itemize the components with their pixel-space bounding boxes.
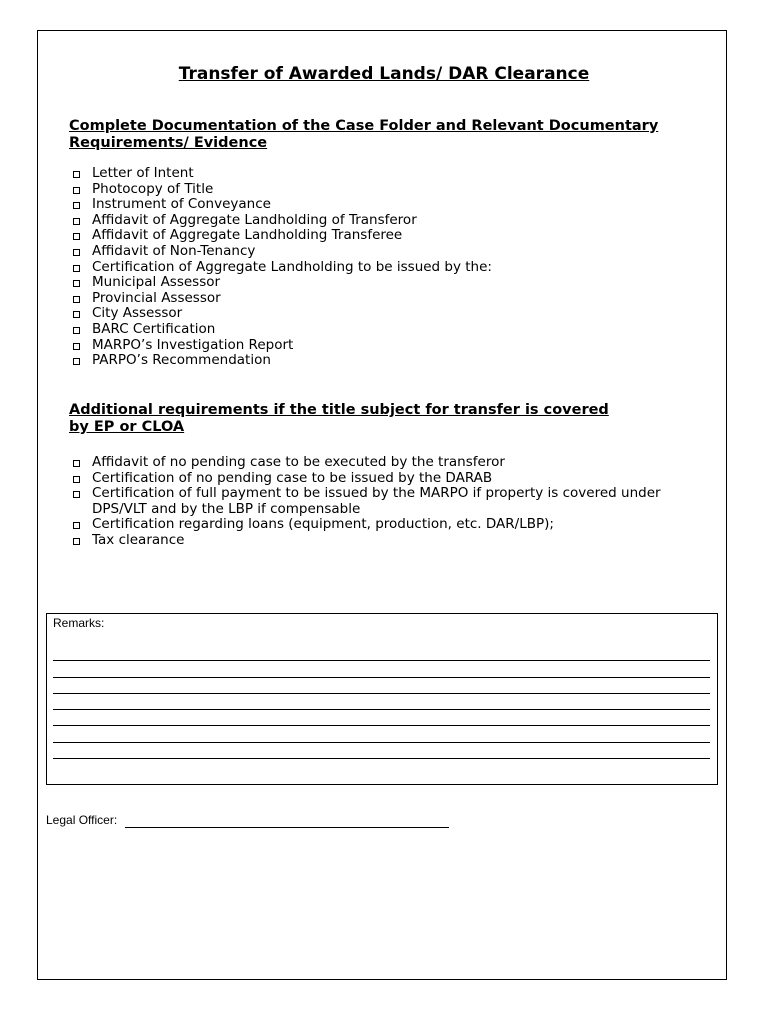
document-title	[0, 64, 768, 84]
documentation-checklist	[72, 166, 492, 369]
remarks-line[interactable]	[53, 725, 710, 726]
checklist-item: Certification of no pending case to be issued by the DARAB	[72, 471, 712, 487]
checkbox-icon[interactable]	[73, 249, 80, 256]
legal-officer-signature-line[interactable]	[125, 827, 449, 828]
checkbox-icon[interactable]	[73, 171, 80, 178]
checklist-item: Affidavit of Non-Tenancy	[72, 244, 492, 260]
checklist-item: Tax clearance	[72, 533, 712, 549]
checkbox-icon[interactable]	[73, 233, 80, 240]
checklist-item: MARPO’s Investigation Report	[72, 338, 492, 354]
checklist-item: Certification of Aggregate Landholding to be issued by the:	[72, 260, 492, 276]
checkbox-icon[interactable]	[73, 218, 80, 225]
checkbox-icon[interactable]	[73, 476, 80, 483]
checkbox-icon[interactable]	[73, 538, 80, 545]
checkbox-icon[interactable]	[73, 343, 80, 350]
checkbox-icon[interactable]	[73, 202, 80, 209]
checklist-item: Provincial Assessor	[72, 291, 492, 307]
section-heading-documentation: Complete Documentation of the Case Folder and Relevant Documentary Requirements/ Evidence	[69, 118, 659, 151]
checklist-item: Affidavit of no pending case to be executed by the transferor	[72, 455, 712, 471]
checkbox-icon[interactable]	[73, 358, 80, 365]
checkbox-icon[interactable]	[73, 296, 80, 303]
remarks-label: Remarks:	[53, 616, 105, 630]
checkbox-icon[interactable]	[73, 460, 80, 467]
remarks-line[interactable]	[53, 709, 710, 710]
checkbox-icon[interactable]	[73, 522, 80, 529]
checklist-item: Photocopy of Title	[72, 182, 492, 198]
checkbox-icon[interactable]	[73, 311, 80, 318]
remarks-box	[46, 613, 718, 785]
checklist-item: Letter of Intent	[72, 166, 492, 182]
remarks-line[interactable]	[53, 758, 710, 759]
checklist-item: Municipal Assessor	[72, 275, 492, 291]
checkbox-icon[interactable]	[73, 491, 80, 498]
remarks-line[interactable]	[53, 693, 710, 694]
checklist-item: Certification of full payment to be issued by the MARPO if property is covered under DPS/VLT and by the LBP if compensable	[72, 486, 712, 517]
section-heading-additional-requirements: Additional requirements if the title subject for transfer is covered by EP or CLOA	[69, 402, 609, 435]
checkbox-icon[interactable]	[73, 265, 80, 272]
checklist-item: City Assessor	[72, 306, 492, 322]
legal-officer-label: Legal Officer:	[46, 813, 118, 827]
checkbox-icon[interactable]	[73, 187, 80, 194]
checklist-item: Certification regarding loans (equipment, production, etc. DAR/LBP);	[72, 517, 712, 533]
checklist-item: Affidavit of Aggregate Landholding of Transferor	[72, 213, 492, 229]
checklist-item: Affidavit of Aggregate Landholding Transferee	[72, 228, 492, 244]
checkbox-icon[interactable]	[73, 280, 80, 287]
remarks-line[interactable]	[53, 677, 710, 678]
document-title-text: Transfer of Awarded Lands/ DAR Clearance	[178, 64, 590, 84]
checklist-item: BARC Certification	[72, 322, 492, 338]
checklist-item: Instrument of Conveyance	[72, 197, 492, 213]
remarks-line[interactable]	[53, 742, 710, 743]
checklist-item: PARPO’s Recommendation	[72, 353, 492, 369]
checkbox-icon[interactable]	[73, 327, 80, 334]
additional-requirements-checklist	[72, 455, 712, 549]
remarks-line[interactable]	[53, 660, 710, 661]
